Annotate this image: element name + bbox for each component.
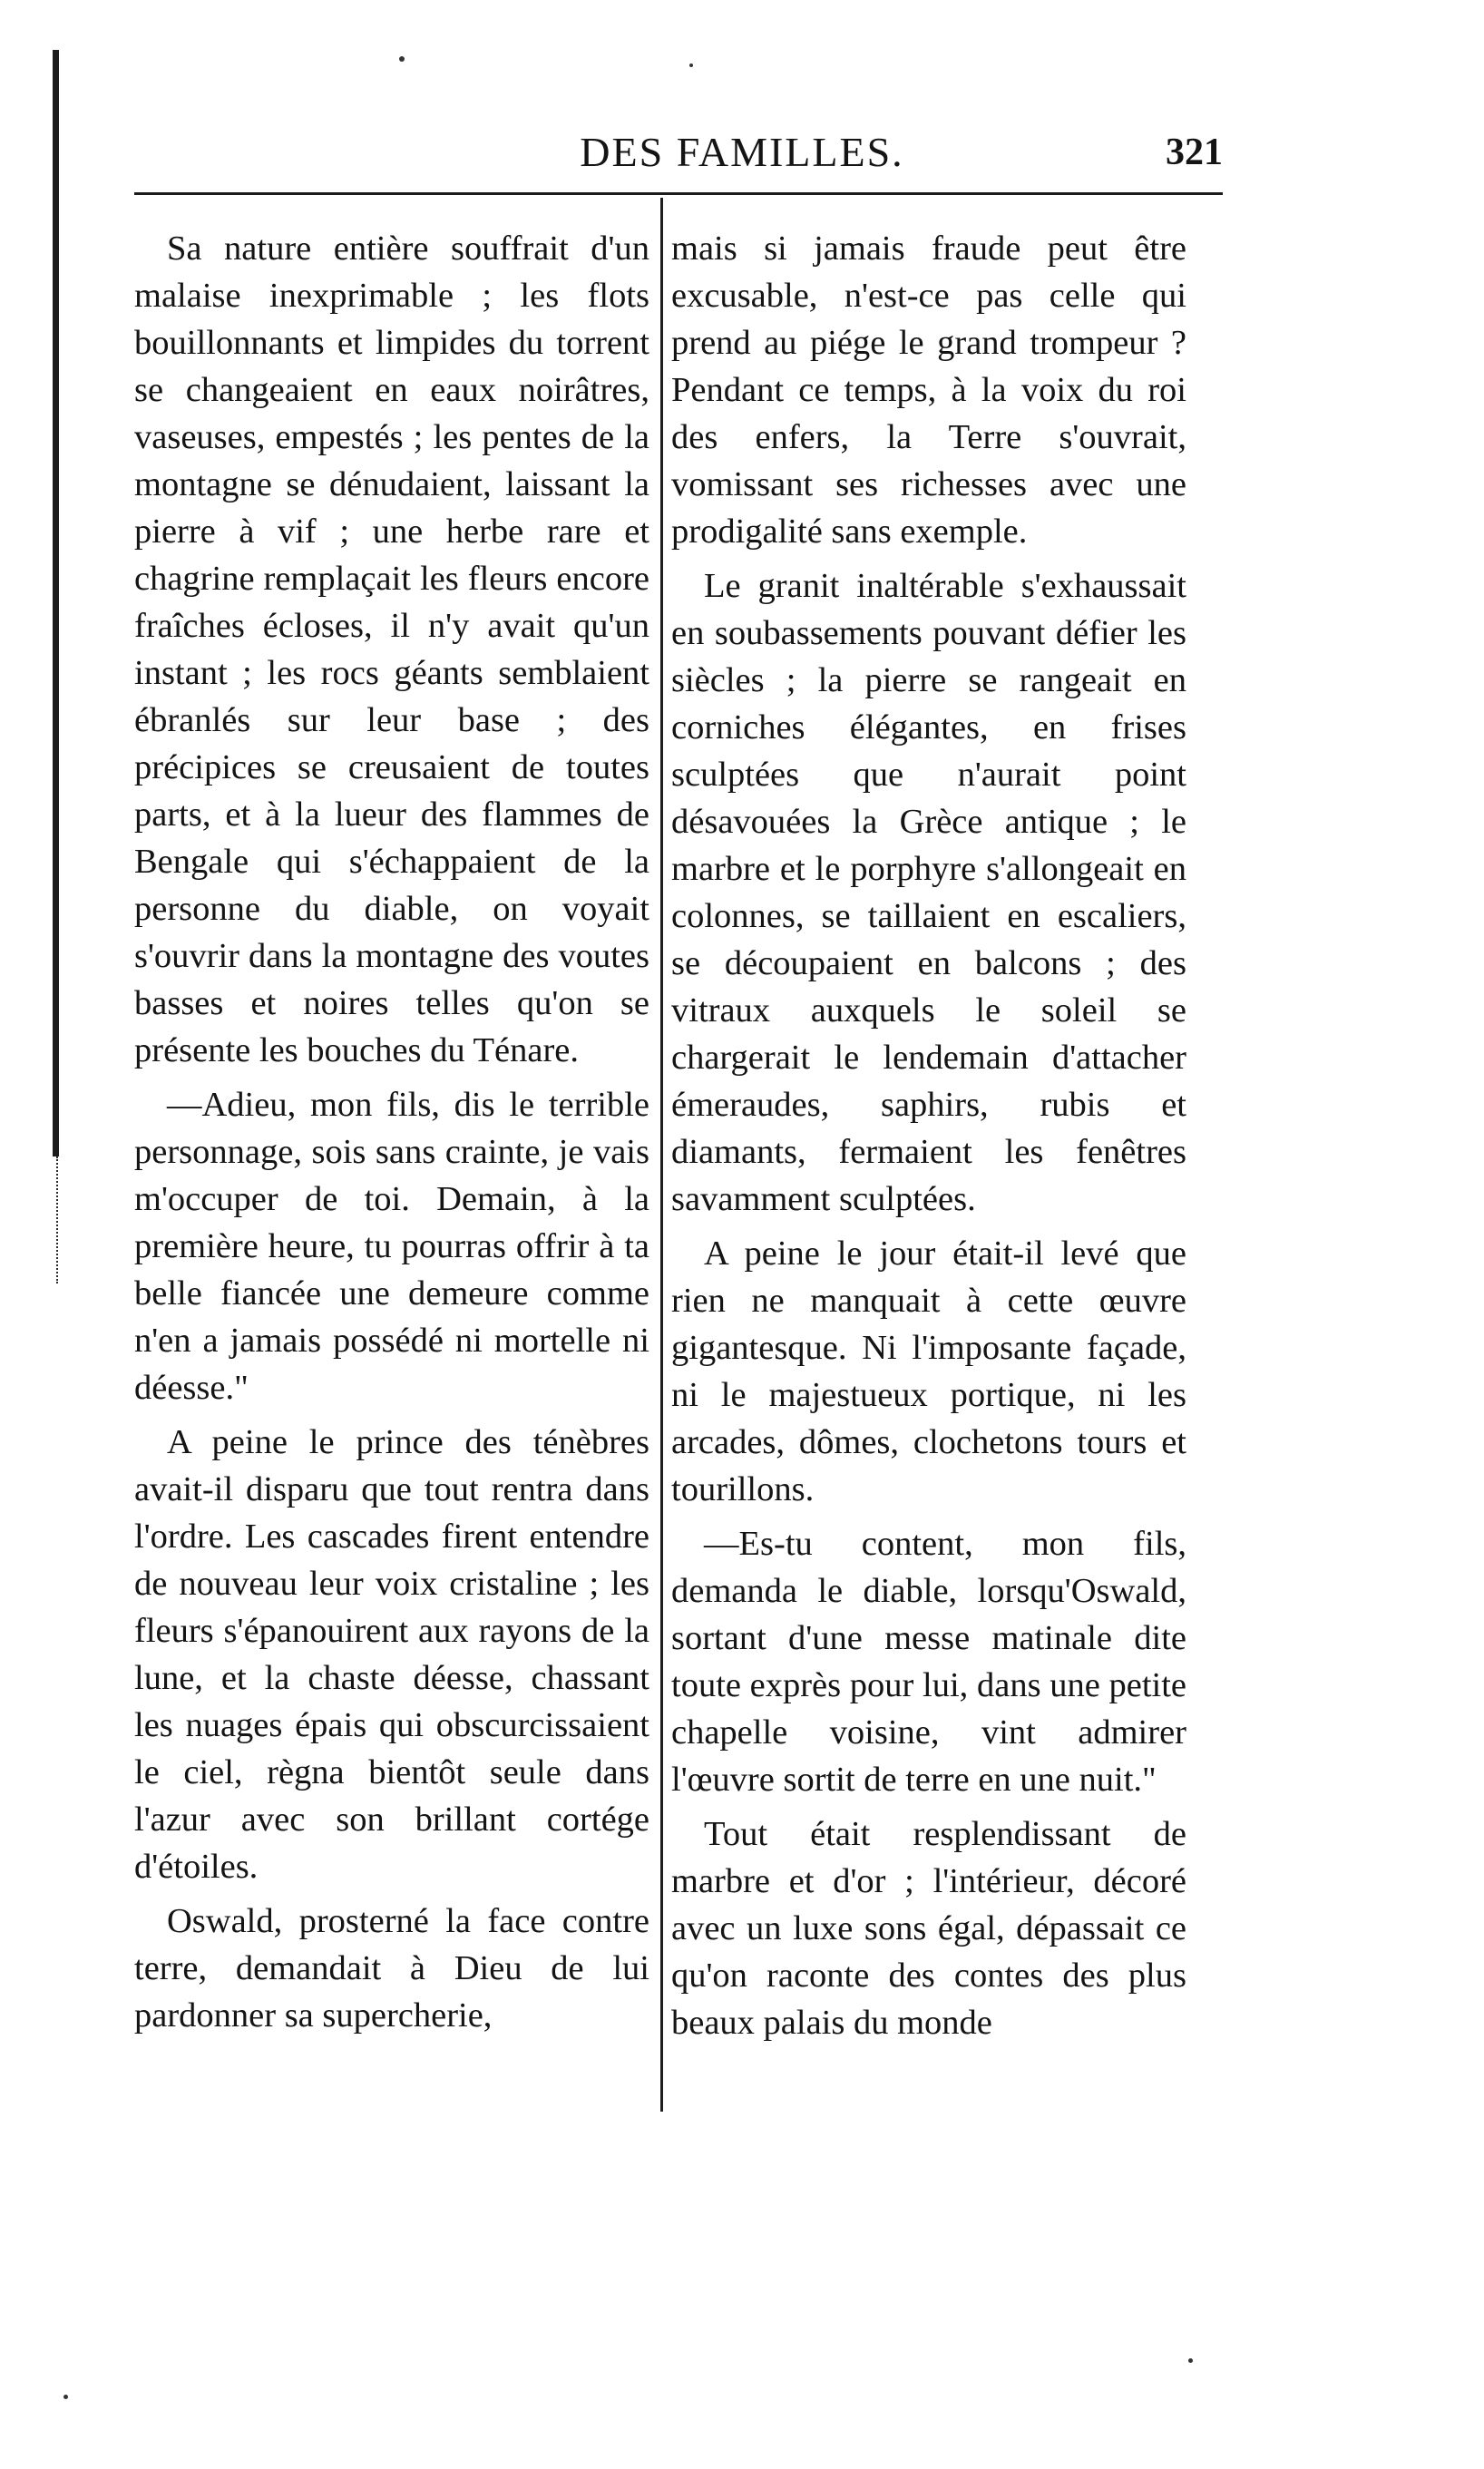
print-speck <box>1188 2358 1193 2363</box>
paragraph: A peine le prince des ténèbres avait-il disparu que tout rentra dans l'ordre. Les cascades firent entendre de nouveau leur voix cristaline ; les fleurs s'épanouirent aux rayons de la lune, et la chaste déesse, chassant les nuages épais qui obscurcissaient le ciel, règna bientôt seule dans l'azur avec son brillant cortége d'étoiles. <box>134 1423 649 1886</box>
header-rule <box>134 192 1223 195</box>
binding-edge <box>53 50 59 1156</box>
page-header <box>134 125 1223 180</box>
left-column <box>134 225 649 2046</box>
paragraph: —Es-tu content, mon fils, demanda le diable, lorsqu'Oswald, sortant d'une messe matinale dite toute exprès pour lui, dans une petite chapelle voisine, vint admirer l'œuvre sortit de terre en une nuit." <box>671 1525 1186 1799</box>
column-divider <box>660 198 663 2112</box>
paragraph: —Adieu, mon fils, dis le terrible personnage, sois sans crainte, je vais m'occuper de toi. Demain, à la première heure, tu pourras offrir à ta belle fiancée une demeure comme n'en a jamais possédé ni mortelle ni déesse." <box>134 1086 649 1407</box>
print-speck <box>399 56 405 62</box>
page-number: 321 <box>1166 132 1223 173</box>
print-speck <box>63 2395 68 2399</box>
binding-edge-dots <box>56 1156 61 1283</box>
running-title: DES FAMILLES. <box>580 129 904 175</box>
paragraph: mais si jamais fraude peut être excusable, n'est-ce pas celle qui prend au piége le grand trompeur ? Pendant ce temps, à la voix du roi des enfers, la Terre s'ouvrait, vomissant ses richesses avec une prodigalité sans exemple. <box>671 229 1186 551</box>
right-column <box>671 225 1186 2054</box>
print-speck <box>689 63 693 67</box>
paragraph: Tout était resplendissant de marbre et d'or ; l'intérieur, décoré avec un luxe sons égal, dépassait ce qu'on raconte des contes des plus beaux palais du monde <box>671 1815 1186 2042</box>
paragraph: A peine le jour était-il levé que rien ne manquait à cette œuvre gigantesque. Ni l'imposante façade, ni le majestueux portique, ni les arcades, dômes, clochetons tours et tourillons. <box>671 1234 1186 1508</box>
paragraph: Sa nature entière souffrait d'un malaise inexprimable ; les flots bouillonnants et limpides du torrent se changeaient en eaux noirâtres, vaseuses, empestés ; les pentes de la montagne se dénudaient, laissant la pierre à vif ; une herbe rare et chagrine remplaçait les fleurs encore fraîches écloses, il n'y avait qu'un instant ; les rocs géants semblaient ébranlés sur leur base ; des précipices se creusaient de toutes parts, et à la lueur des flammes de Bengale qui s'échappaient de la personne du diable, on voyait s'ouvrir dans la montagne des voutes basses et noires telles qu'on se présente les bouches du Ténare. <box>134 229 649 1069</box>
paragraph: Oswald, prosterné la face contre terre, demandait à Dieu de lui pardonner sa supercherie, <box>134 1902 649 2035</box>
paragraph: Le granit inaltérable s'exhaussait en soubassements pouvant défier les siècles ; la pierre se rangeait en corniches élégantes, en frises sculptées que n'aurait point désavouées la Grèce antique ; le marbre et le porphyre s'allongeait en colonnes, se taillaient en escaliers, se découpaient en balcons ; des vitraux auxquels le soleil se chargerait le lendemain d'attacher émeraudes, saphirs, rubis et diamants, fermaient les fenêtres savamment sculptées. <box>671 567 1186 1218</box>
